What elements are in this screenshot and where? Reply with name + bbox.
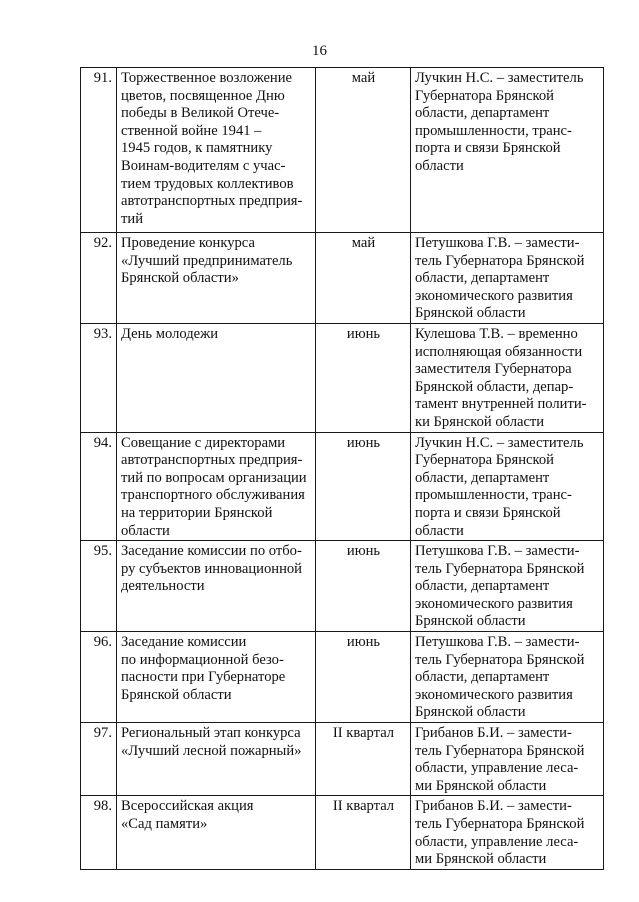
- responsible-cell: Лучкин Н.С. – заместитель Губернатора Брянской области, департамент промышленности, транс- порта и связи Брянской области: [411, 432, 604, 541]
- row-number: 91.: [81, 68, 117, 233]
- responsible-cell: Петушкова Г.В. – замести- тель Губернатора Брянской области, департамент экономического развития Брянской области: [411, 541, 604, 632]
- row-number: 95.: [81, 541, 117, 632]
- row-number: 93.: [81, 323, 117, 432]
- responsible-cell: Кулешова Т.В. – временно исполняющая обязанности заместителя Губернатора Брянской области, депар- тамент внутренней полити- ки Брянской области: [411, 323, 604, 432]
- responsible-cell: Петушкова Г.В. – замести- тель Губернатора Брянской области, департамент экономического развития Брянской области: [411, 233, 604, 324]
- responsible-cell: Лучкин Н.С. – заместитель Губернатора Брянской области, департамент промышленности, транс- порта и связи Брянской области: [411, 68, 604, 233]
- term-cell: июнь: [316, 432, 411, 541]
- event-cell: Всероссийская акция «Сад памяти»: [117, 796, 316, 869]
- table-row: [81, 323, 604, 432]
- row-number: 96.: [81, 632, 117, 723]
- event-cell: Заседание комиссии по отбо- ру субъектов инновационной деятельности: [117, 541, 316, 632]
- responsible-cell: Грибанов Б.И. – замести- тель Губернатора Брянской области, управление леса- ми Брянской области: [411, 796, 604, 869]
- table-row: [81, 68, 604, 233]
- term-cell: II квартал: [316, 796, 411, 869]
- term-cell: июнь: [316, 541, 411, 632]
- event-cell: День молодежи: [117, 323, 316, 432]
- table-row: [81, 233, 604, 324]
- table-row: [81, 796, 604, 869]
- event-cell: Совещание с директорами автотранспортных предприя- тий по вопросам организации транспортного обслуживания на территории Брянской области: [117, 432, 316, 541]
- term-cell: II квартал: [316, 723, 411, 796]
- responsible-cell: Петушкова Г.В. – замести- тель Губернатора Брянской области, департамент экономического развития Брянской области: [411, 632, 604, 723]
- event-cell: Заседание комиссии по информационной безо- пасности при Губернаторе Брянской области: [117, 632, 316, 723]
- row-number: 97.: [81, 723, 117, 796]
- table-row: [81, 723, 604, 796]
- term-cell: май: [316, 233, 411, 324]
- event-cell: Проведение конкурса «Лучший предприниматель Брянской области»: [117, 233, 316, 324]
- row-number: 98.: [81, 796, 117, 869]
- responsible-cell: Грибанов Б.И. – замести- тель Губернатора Брянской области, управление леса- ми Брянской области: [411, 723, 604, 796]
- row-number: 94.: [81, 432, 117, 541]
- row-number: 92.: [81, 233, 117, 324]
- event-cell: Торжественное возложение цветов, посвященное Дню победы в Великой Отече- ственной войне 1941 – 1945 годов, к памятнику Воинам-водителям с учас- тием трудовых коллективов автотранспортных предприя- тий: [117, 68, 316, 233]
- event-cell: Региональный этап конкурса «Лучший лесной пожарный»: [117, 723, 316, 796]
- term-cell: июнь: [316, 632, 411, 723]
- term-cell: июнь: [316, 323, 411, 432]
- table-row: [81, 632, 604, 723]
- table-row: [81, 432, 604, 541]
- events-table: [80, 67, 604, 870]
- table-row: [81, 541, 604, 632]
- term-cell: май: [316, 68, 411, 233]
- page-number: 16: [312, 43, 327, 59]
